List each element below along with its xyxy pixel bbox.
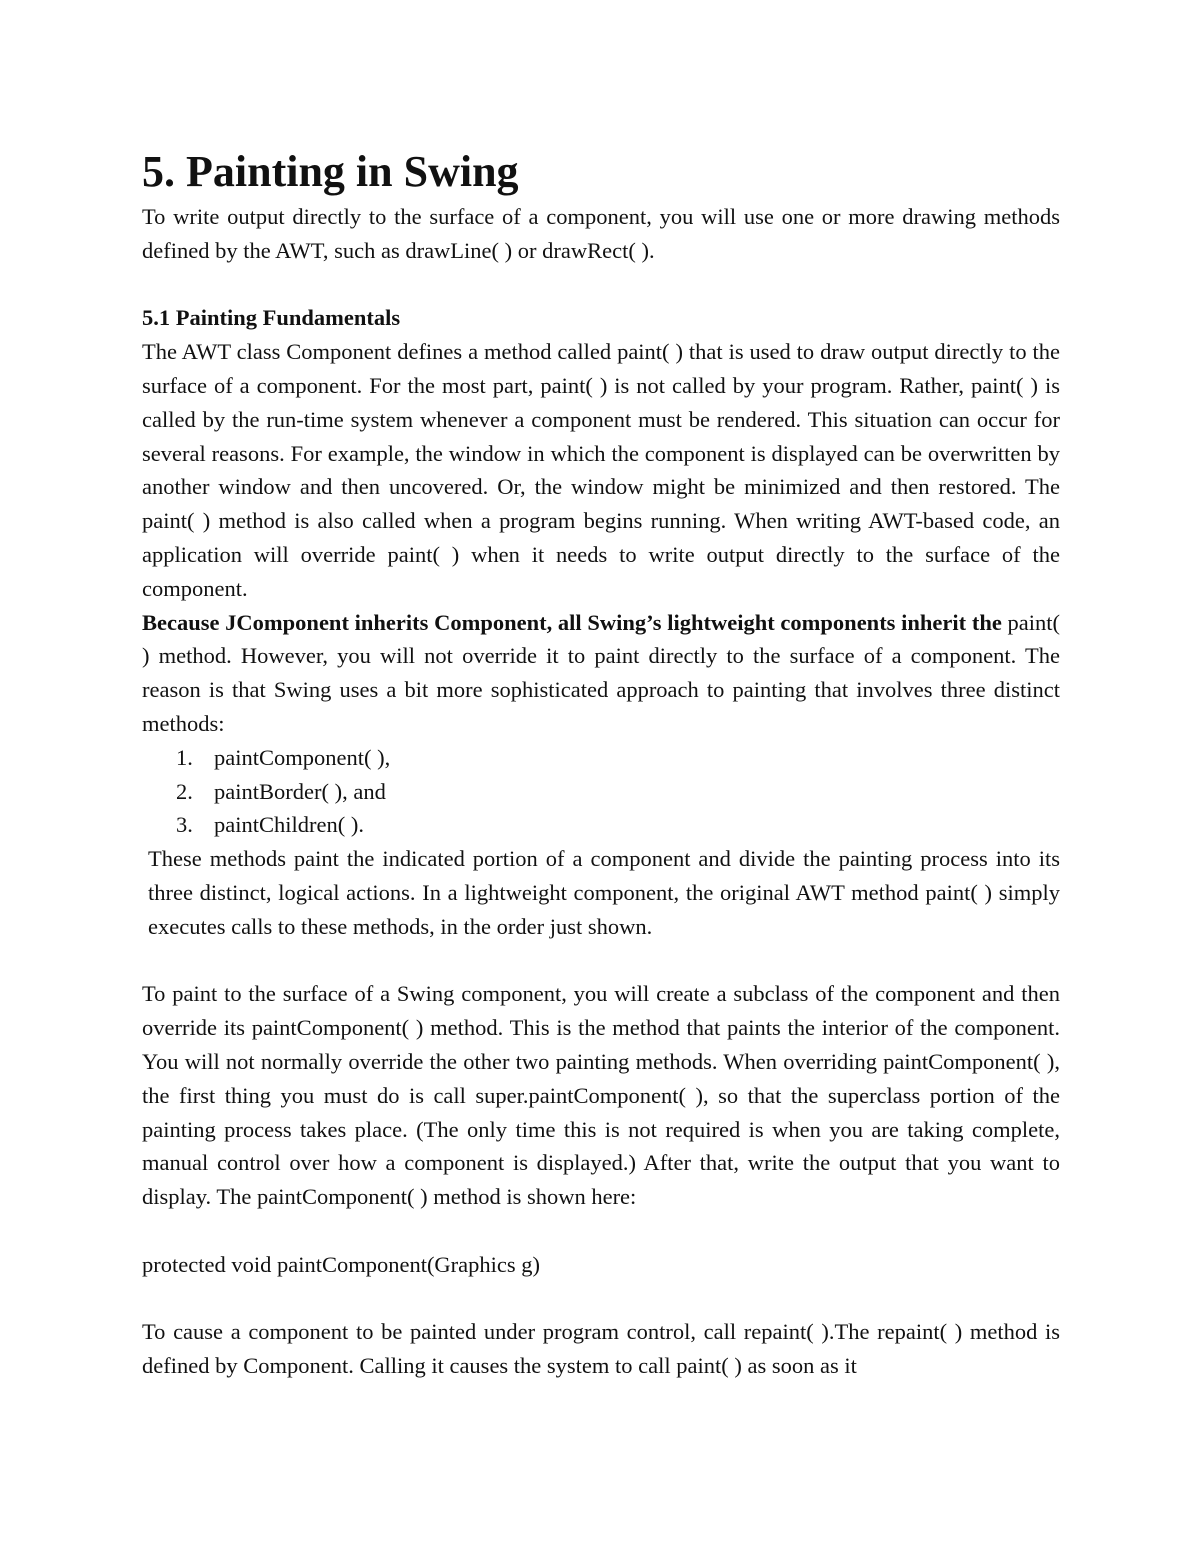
intro-paragraph: To write output directly to the surface of a component, you will use one or more drawing methods defined by the AWT, such as drawLine( ) or drawRect( ). [142,204,1060,263]
list-item-text: paintComponent( ), [214,744,391,770]
section-title: 5.1 Painting Fundamentals [142,305,401,331]
spacer [142,268,1060,302]
page-title: 5. Painting in Swing [142,147,519,196]
paragraph-methods-explained: These methods paint the indicated portion of a component and divide the painting process into its three distinct, logical actions. In a lightweight component, the original AWT method paint( ) simply executes calls to these methods, in the order just shown. [148,846,1060,939]
spacer [142,1214,1060,1248]
list-item [142,741,1060,775]
list-item [142,775,1060,809]
method-signature: protected void paintComponent(Graphics g) [142,1251,541,1277]
list-item [142,808,1060,842]
method-list [142,741,1060,842]
spacer [142,944,1060,978]
paragraph-jcomponent-lead: Because JComponent inherits Component, all Swing’s lightweight components inherit the [142,609,1002,635]
list-item-number: 2. [176,778,193,804]
paragraph-repaint: To cause a component to be painted under program control, call repaint( ).The repaint( ) method is defined by Component. Calling it causes the system to call paint( ) as soon as it [142,1319,1060,1379]
list-item-text: paintChildren( ). [214,812,364,838]
list-item-text: paintBorder( ), and [214,778,386,804]
paragraph-paintcomponent: To paint to the surface of a Swing component, you will create a subclass of the component and then override its paintComponent( ) method. This is the method that paints the interior of the component. You will not normally override the other two painting methods. When overriding paintComponent( ), the first thing you must do is call super.paintComponent( ), so that the superclass portion of the painting process takes place. (The only time this is not required is when you are taking complete, manual control over how a component is displayed.) After that, write the output that you want to display. The paintComponent( ) method is shown here: [142,981,1060,1210]
list-item-number: 1. [176,744,193,770]
spacer [142,1282,1060,1316]
paragraph-jcomponent [142,606,1060,741]
paragraph-paint-overview: The AWT class Component defines a method called paint( ) that is used to draw output directly to the surface of a component. For the most part, paint( ) is not called by your program. Rather, paint( ) is called by the run-time system whenever a component must be rendered. This situation can occur for several reasons. For example, the window in which the component is displayed can be overwritten by another window and then uncovered. Or, the window might be minimized and then restored. The paint( ) method is also called when a program begins running. When writing AWT-based code, an application will override paint( ) when it needs to write output directly to the surface of the component. [142,339,1060,601]
document-body [142,200,1060,1383]
paragraph-jcomponent-rest: paint( ) method. However, you will not override it to paint directly to the surface of a component. The reason is that Swing uses a bit more sophisticated approach to painting that involves three distinct methods: [142,609,1061,736]
list-item-number: 3. [176,812,193,838]
